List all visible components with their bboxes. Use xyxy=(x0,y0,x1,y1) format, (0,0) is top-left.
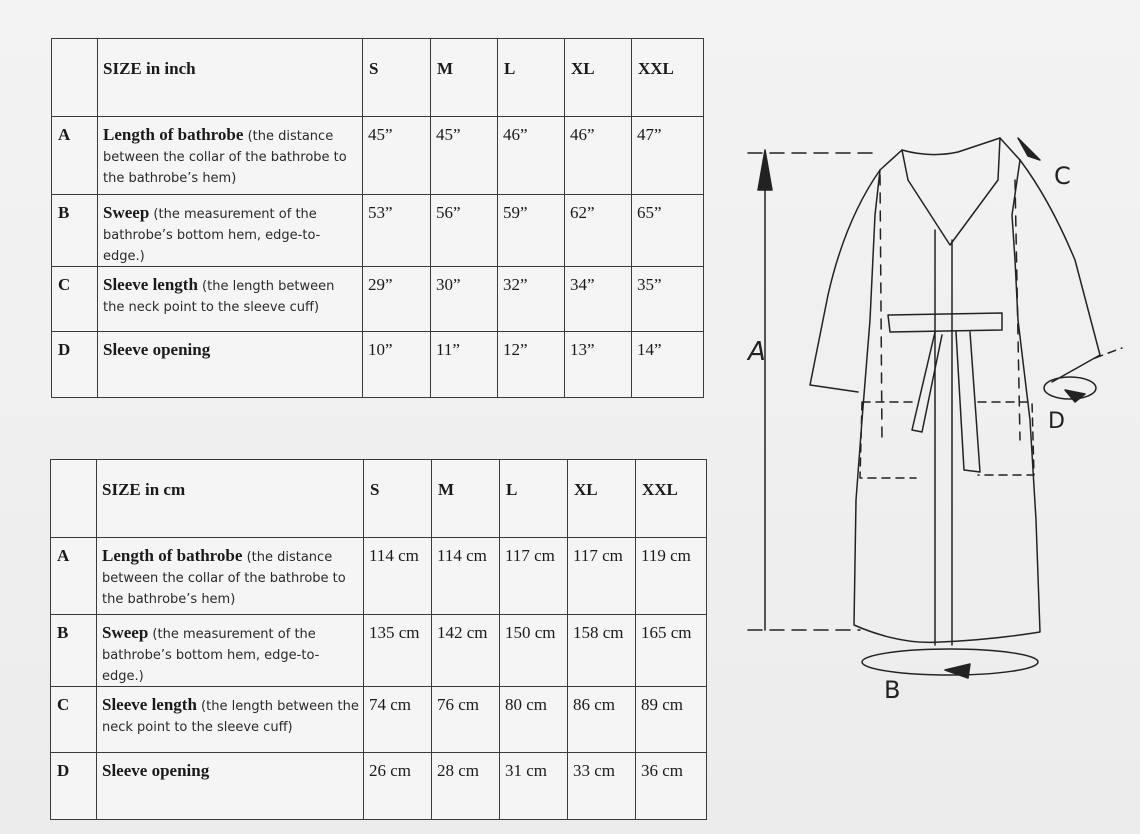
table-row xyxy=(51,615,707,687)
row-note: (the distance between the collar of the bathrobe to the bathrobe’s hem) xyxy=(102,550,346,607)
row-title: Sleeve opening xyxy=(103,340,211,359)
row-title: Sweep xyxy=(102,623,149,642)
size-table-cm xyxy=(50,459,707,820)
value-cell: 45” xyxy=(363,117,431,195)
table-row xyxy=(51,538,707,615)
value-cell: 46” xyxy=(498,117,565,195)
row-note: (the length between the neck point to the sleeve cuff) xyxy=(103,279,335,315)
table-header-row xyxy=(51,460,707,538)
label-a: A xyxy=(748,337,766,367)
row-title: Length of bathrobe xyxy=(103,125,244,144)
value-cell: 11” xyxy=(431,332,498,398)
dimension-a xyxy=(748,150,880,630)
value-cell: 117 cm xyxy=(568,538,636,615)
value-cell: 30” xyxy=(431,267,498,332)
value-cell: 117 cm xyxy=(500,538,568,615)
row-letter: B xyxy=(52,195,98,267)
value-cell: 150 cm xyxy=(500,615,568,687)
size-table-inch xyxy=(51,38,704,398)
value-cell: 28 cm xyxy=(432,753,500,820)
row-description xyxy=(97,687,364,753)
row-letter: D xyxy=(51,753,97,820)
row-note: (the measurement of the bathrobe’s bottom hem, edge-to-edge.) xyxy=(103,207,321,264)
value-cell: 86 cm xyxy=(568,687,636,753)
size-unit-header: SIZE in cm xyxy=(97,460,364,538)
row-title: Sleeve opening xyxy=(102,761,210,780)
label-d: D xyxy=(1048,409,1065,434)
row-letter: B xyxy=(51,615,97,687)
value-cell: 31 cm xyxy=(500,753,568,820)
corner-cell xyxy=(52,39,98,117)
row-description xyxy=(98,332,363,398)
value-cell: 59” xyxy=(498,195,565,267)
size-header-l: L xyxy=(498,39,565,117)
table-row xyxy=(52,195,704,267)
row-letter: C xyxy=(51,687,97,753)
row-description xyxy=(98,267,363,332)
bathrobe-diagram xyxy=(730,120,1130,720)
robe-body xyxy=(810,138,1100,645)
value-cell: 14” xyxy=(632,332,704,398)
row-letter: C xyxy=(52,267,98,332)
size-header-xxl: XXL xyxy=(636,460,707,538)
row-title: Sleeve length xyxy=(103,275,198,294)
value-cell: 135 cm xyxy=(364,615,432,687)
row-description xyxy=(97,538,364,615)
row-letter: A xyxy=(51,538,97,615)
value-cell: 29” xyxy=(363,267,431,332)
value-cell: 46” xyxy=(565,117,632,195)
size-header-m: M xyxy=(432,460,500,538)
value-cell: 26 cm xyxy=(364,753,432,820)
table-row xyxy=(52,117,704,195)
value-cell: 89 cm xyxy=(636,687,707,753)
value-cell: 114 cm xyxy=(432,538,500,615)
label-b: B xyxy=(884,676,901,704)
row-description xyxy=(97,753,364,820)
value-cell: 158 cm xyxy=(568,615,636,687)
table-row xyxy=(51,687,707,753)
marker-c xyxy=(1018,138,1040,160)
value-cell: 76 cm xyxy=(432,687,500,753)
size-header-s: S xyxy=(364,460,432,538)
label-c: C xyxy=(1054,162,1071,190)
value-cell: 45” xyxy=(431,117,498,195)
row-note: (the distance between the collar of the bathrobe to the bathrobe’s hem) xyxy=(103,129,347,186)
value-cell: 34” xyxy=(565,267,632,332)
row-title: Sleeve length xyxy=(102,695,197,714)
value-cell: 47” xyxy=(632,117,704,195)
row-note: (the length between the neck point to the sleeve cuff) xyxy=(102,699,359,735)
value-cell: 13” xyxy=(565,332,632,398)
size-header-xl: XL xyxy=(565,39,632,117)
row-description xyxy=(98,195,363,267)
value-cell: 80 cm xyxy=(500,687,568,753)
row-description xyxy=(97,615,364,687)
row-title: Sweep xyxy=(103,203,150,222)
value-cell: 142 cm xyxy=(432,615,500,687)
corner-cell xyxy=(51,460,97,538)
table-header-row xyxy=(52,39,704,117)
size-header-s: S xyxy=(363,39,431,117)
size-unit-header: SIZE in inch xyxy=(98,39,363,117)
size-header-xl: XL xyxy=(568,460,636,538)
value-cell: 12” xyxy=(498,332,565,398)
size-header-m: M xyxy=(431,39,498,117)
size-header-l: L xyxy=(500,460,568,538)
value-cell: 10” xyxy=(363,332,431,398)
value-cell: 35” xyxy=(632,267,704,332)
value-cell: 53” xyxy=(363,195,431,267)
value-cell: 114 cm xyxy=(364,538,432,615)
table-row xyxy=(52,267,704,332)
value-cell: 33 cm xyxy=(568,753,636,820)
value-cell: 36 cm xyxy=(636,753,707,820)
value-cell: 165 cm xyxy=(636,615,707,687)
value-cell: 119 cm xyxy=(636,538,707,615)
value-cell: 56” xyxy=(431,195,498,267)
table-row xyxy=(51,753,707,820)
row-letter: D xyxy=(52,332,98,398)
table-row xyxy=(52,332,704,398)
size-header-xxl: XXL xyxy=(632,39,704,117)
row-title: Length of bathrobe xyxy=(102,546,243,565)
row-letter: A xyxy=(52,117,98,195)
value-cell: 32” xyxy=(498,267,565,332)
value-cell: 74 cm xyxy=(364,687,432,753)
marker-d xyxy=(1044,348,1122,402)
row-description xyxy=(98,117,363,195)
row-note: (the measurement of the bathrobe’s bottom hem, edge-to-edge.) xyxy=(102,627,320,684)
marker-b xyxy=(862,649,1038,678)
value-cell: 65” xyxy=(632,195,704,267)
value-cell: 62” xyxy=(565,195,632,267)
